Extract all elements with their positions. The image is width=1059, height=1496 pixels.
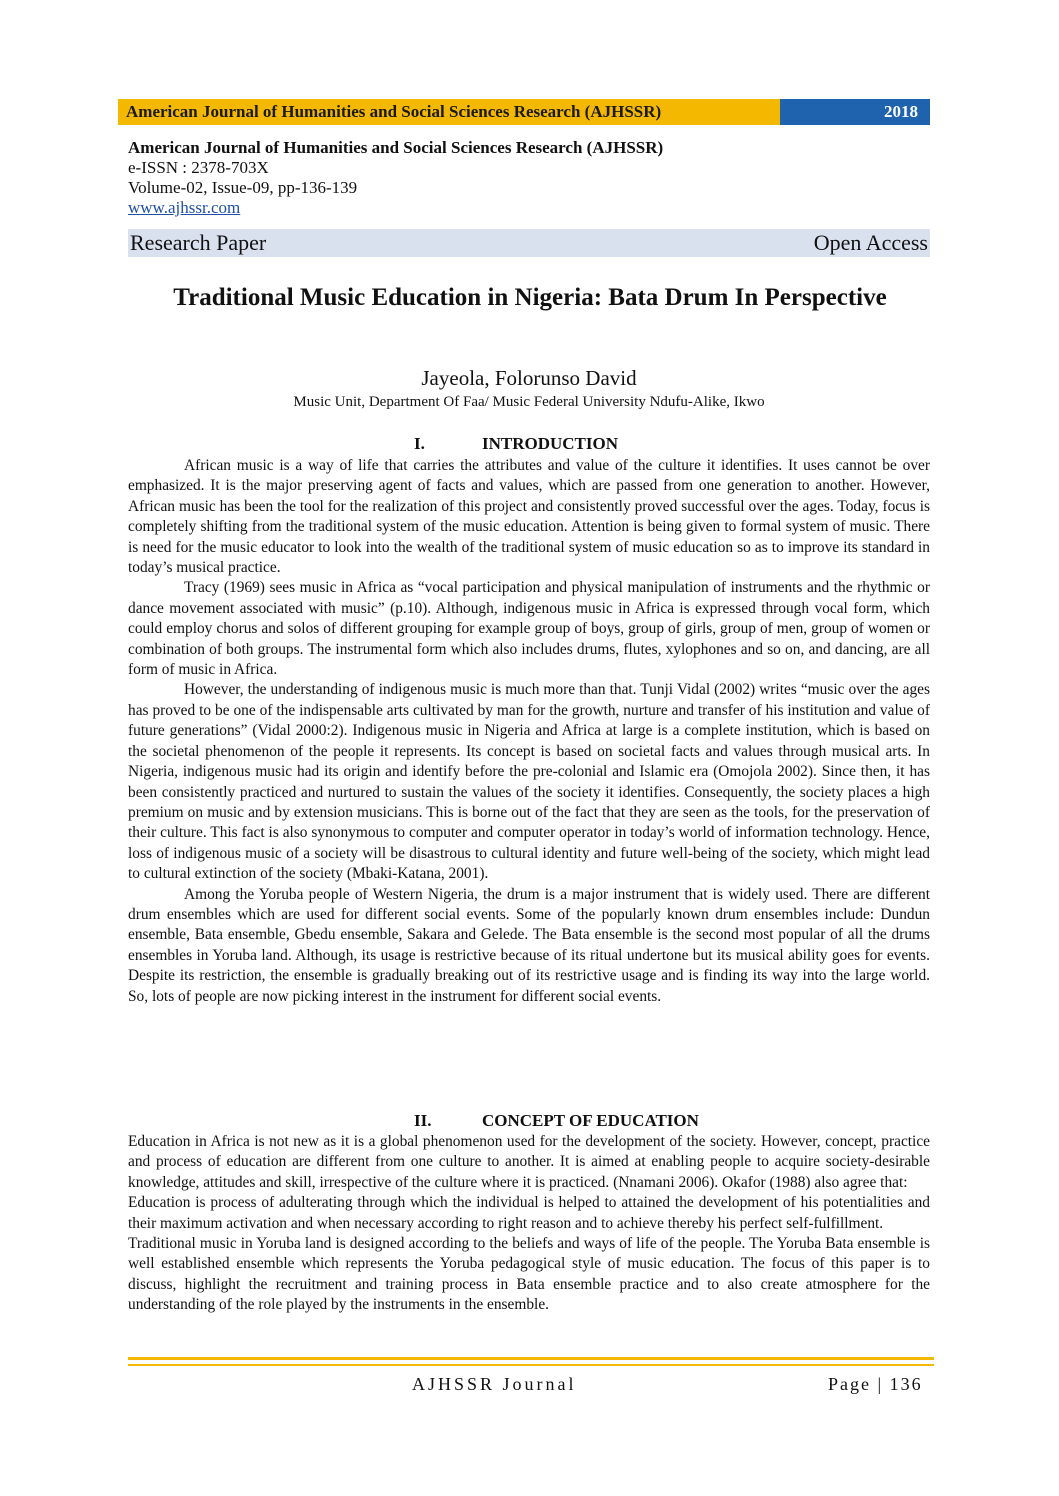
footer-page-number: Page | 136 <box>828 1374 923 1394</box>
paragraph: African music is a way of life that carries the attributes and value of the culture it identifies. It uses cannot be over emphasized. It is the major preserving agent of facts and values, which are passed from one generation to another. However, African music has been the tool for the realization of this project and consistently proved successful over the ages. Today, focus is completely shifting from the traditional system of the music education. Attention is being given to formal system of music. There is need for the music educator to look into the wealth of the traditional system of music education so as to improve its standard in today’s musical practice. <box>128 457 930 577</box>
journal-url-link[interactable]: www.ajhssr.com <box>128 198 241 217</box>
section-number: I. <box>414 434 425 453</box>
paragraph: Traditional music in Yoruba land is designed according to the beliefs and ways of life of the people. The Yoruba Bata ensemble is well established ensemble which represents the Yoruba pedagogical style of music education. The focus of this paper is to discuss, highlight the recruitment and training process in Bata ensemble practice and to also create atmosphere for the understanding of the role played by the instruments in the ensemble. <box>128 1235 930 1314</box>
paper-title: Traditional Music Education in Nigeria: Bata Drum In Perspective <box>173 284 887 311</box>
access-type-label: Open Access <box>813 230 928 255</box>
paragraph: Education in Africa is not new as it is a global phenomenon used for the development of the society. However, concept, practice and process of education are different from one culture to another. It is aimed at enabling people to acquire society-desirable knowledge, attitudes and skill, irrespective of the culture where it is practiced. (Nnamani 2006). Okafor (1988) also agree that: <box>128 1133 930 1191</box>
concept-body <box>128 1132 930 1316</box>
section-title: CONCEPT OF EDUCATION <box>482 1111 699 1130</box>
journal-meta <box>128 138 663 218</box>
journal-header-bar <box>118 99 930 125</box>
paragraph: Tracy (1969) sees music in Africa as “vocal participation and physical manipulation of instruments and the rhythmic or dance movement associated with music” (p.10). Although, indigenous music in Africa is expressed through vocal form, which could employ chorus and solos of different grouping for example group of boys, group of girls, group of men, group of women or combination of both groups. The instrumental form which also includes drums, flutes, xylophones and so on, and dancing, are all form of music in Africa. <box>128 579 930 679</box>
author-affiliation: Music Unit, Department Of Faa/ Music Federal University Ndufu-Alike, Ikwo <box>293 394 765 410</box>
paragraph: Among the Yoruba people of Western Nigeria, the drum is a major instrument that is widely used. There are different drum ensembles which are used for different social events. Some of the popularly known drum ensembles include: Dundun ensemble, Bata ensemble, Gbedu ensemble, Sakara and Gelede. The Bata ensemble is the second most popular of all the drums ensembles in Yoruba land. Although, its usage is restrictive because of its ritual undertone but its musical ability goes for events. Despite its restriction, the ensemble is gradually breaking out of its restrictive usage and is finding its way into the large world. So, lots of people are now picking interest in the instrument for different social events. <box>128 885 930 1005</box>
meta-volume: Volume-02, Issue-09, pp-136-139 <box>128 178 358 197</box>
section-title: INTRODUCTION <box>482 434 619 453</box>
meta-issn: e-ISSN : 2378-703X <box>128 158 269 177</box>
meta-journal-name: American Journal of Humanities and Social Sciences Research (AJHSSR) <box>128 138 664 157</box>
quote-paragraph: Education is process of adulterating through which the individual is helped to attained the development of his potentialities and their maximum activation and when necessary according to right reason and to achieve thereby his perfect self-fulfillment. <box>128 1194 930 1232</box>
article-type-bar <box>128 229 930 257</box>
author-name: Jayeola, Folorunso David <box>421 366 637 390</box>
paragraph: However, the understanding of indigenous music is much more than that. Tunji Vidal (2002) writes “music over the ages has proved to be one of the indispensable arts cultivated by man for the growth, nurture and transfer of his institution and value of future generations” (Vidal 2000:2). Indigenous music in Nigeria and Africa at large is a complete institution, which is based on the societal phenomenon of the people it represents. Its concept is based on societal facts and values through musical arts. In Nigeria, indigenous music had its origin and identify before the pre-colonial and Islamic era (Omojola 2002). Since then, it has been consistently practiced and nurtured to sustain the values of the society it identifies. Consequently, the society places a high premium on music and by extension musicians. This is borne out of the fact that they are seen as the tools, for the preservation of their culture. This fact is also synonymous to computer and computer operator in today’s world of information technology. Hence, loss of indigenous music of a society will be disastrous to cultural identity and future well-being of the society, which might lead to cultural extinction of the society (Mbaki-Katana, 2001). <box>128 681 930 883</box>
header-year: 2018 <box>780 99 930 125</box>
footer-rule-thin <box>128 1364 934 1366</box>
footer-rule-thick <box>128 1357 934 1360</box>
section-number: II. <box>414 1111 432 1130</box>
article-type-label: Research Paper <box>130 230 267 255</box>
header-journal-name: American Journal of Humanities and Social Sciences Research (AJHSSR) <box>118 99 780 125</box>
footer-journal: AJHSSR Journal <box>412 1374 577 1394</box>
introduction-body <box>128 456 930 1007</box>
